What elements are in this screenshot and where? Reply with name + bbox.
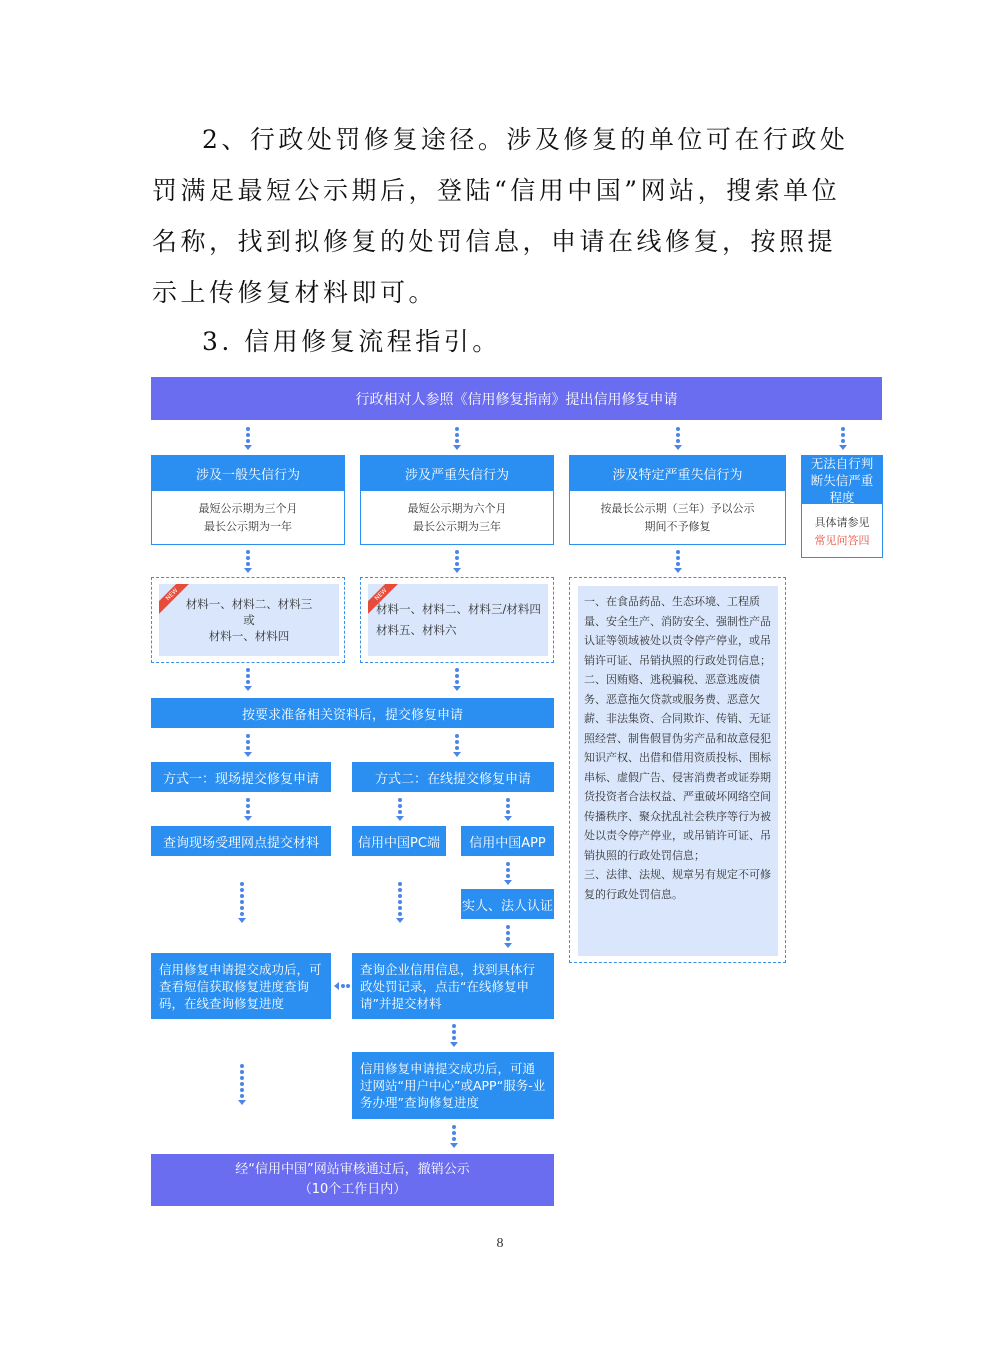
flow-arrow: [243, 734, 253, 757]
category-line: 最长公示期为一年: [204, 520, 292, 533]
onsite-result-box: 信用修复申请提交成功后，可查看短信获取修复进度查询码，在线查询修复进度: [151, 953, 331, 1019]
flow-arrow: [503, 862, 513, 885]
category-card-undetermined: [801, 455, 883, 558]
category-title: 涉及一般失信行为: [152, 456, 344, 491]
online-success-box: 信用修复申请提交成功后，可通过网站“用户中心”或APP“服务-业务办理”查询修复进度: [352, 1052, 554, 1119]
flow-arrow: [243, 668, 253, 691]
materials-line: 材料一、材料四: [208, 629, 290, 643]
special-cases-text: 一、在食品药品、生态环境、工程质量、安全生产、消防安全、强制性产品认证等领域被处以责令停产停业，或吊销许可证、吊销执照的行政处罚信息； 二、因贿赂、逃税骗税、恶意逃废债务、恶意拖欠贷款或服务费、恶意欠薪、非法集资、合同欺诈、传销、无证照经营、制售假冒伪劣产品和故意侵犯知识产权、出借和借用资质投标、围标串标、虚假广告、侵害消费者或证券期货投资者合法权益、严重破坏网络空间传播秩序、聚众扰乱社会秩序等行为被处以责令停产停业，或吊销许可证、吊销执照的行政处罚信息； 三、法律、法规、规章另有规定不可修复的行政处罚信息。: [578, 586, 778, 956]
materials-line: 或: [243, 613, 255, 627]
new-badge: NEW: [368, 584, 398, 614]
flow-arrow: [673, 427, 683, 450]
page-number: 8: [496, 1236, 504, 1251]
flow-arrow: [237, 882, 247, 923]
category-card-specific: [569, 455, 786, 545]
category-card-general: [151, 455, 345, 545]
paragraph-repair-route: 2、行政处罚修复途径。涉及修复的单位可在行政处罚满足最短公示期后，登陆“信用中国”网站，搜索单位名称，找到拟修复的处罚信息，申请在线修复，按照提示上传修复材料即可。: [152, 125, 849, 307]
category-title: 涉及严重失信行为: [361, 456, 553, 491]
new-badge: NEW: [159, 584, 189, 614]
flow-arrow: [243, 550, 253, 573]
flow-arrow: [452, 734, 462, 757]
flow-arrow: [838, 427, 848, 450]
flow-arrow: [503, 925, 513, 948]
paragraph-flow-guide: 3. 信用修复流程指引。: [202, 327, 501, 356]
category-line: 具体请参见: [814, 516, 870, 529]
category-line: 最长公示期为三年: [413, 520, 501, 533]
method-online-box: 方式二：在线提交修复申请: [352, 762, 554, 792]
flow-arrow: [449, 1125, 459, 1148]
category-line: 期间不予修复: [644, 520, 711, 533]
flow-arrow-left: [334, 982, 350, 990]
pc-channel-box: 信用中国PC端: [352, 826, 446, 856]
flow-arrow: [395, 882, 405, 923]
flow-arrow: [243, 427, 253, 450]
category-line: 按最长公示期（三年）予以公示: [600, 502, 755, 515]
app-channel-box: 信用中国APP: [461, 826, 554, 856]
final-line: （10个工作日内）: [298, 1182, 407, 1197]
query-record-box: 查询企业信用信息，找到具体行政处罚记录，点击“在线修复申请”并提交材料: [352, 953, 554, 1019]
flow-arrow: [449, 1024, 459, 1047]
flow-arrow: [503, 798, 513, 821]
category-card-serious: [360, 455, 554, 545]
materials-line: 材料一、材料二、材料三: [185, 597, 313, 611]
realname-auth-box: 实人、法人认证: [461, 889, 554, 919]
flow-arrow: [452, 550, 462, 573]
query-site-box: 查询现场受理网点提交材料: [151, 826, 331, 856]
category-title: 涉及特定严重失信行为: [570, 456, 785, 491]
flow-start-box: 行政相对人参照《信用修复指南》提出信用修复申请: [151, 377, 882, 420]
materials-line: 材料五、材料六: [376, 623, 457, 637]
flow-arrow: [452, 668, 462, 691]
method-onsite-box: 方式一：现场提交修复申请: [151, 762, 331, 792]
flow-arrow: [395, 798, 405, 821]
flow-arrow: [673, 550, 683, 573]
category-line: 最短公示期为六个月: [407, 502, 507, 515]
flow-end-box: [151, 1154, 554, 1206]
materials-line: 材料一、材料二、材料三/材料四: [376, 602, 541, 616]
category-line: 最短公示期为三个月: [198, 502, 298, 515]
faq-link[interactable]: 常见问答四: [814, 534, 870, 547]
flow-arrow: [452, 427, 462, 450]
final-line: 经“信用中国”网站审核通过后，撤销公示: [235, 1162, 470, 1177]
category-title: 无法自行判断失信严重程度: [802, 456, 882, 504]
flow-arrow: [237, 1064, 247, 1105]
flow-arrow: [243, 798, 253, 821]
prepare-submit-box: 按要求准备相关资料后，提交修复申请: [151, 698, 554, 728]
